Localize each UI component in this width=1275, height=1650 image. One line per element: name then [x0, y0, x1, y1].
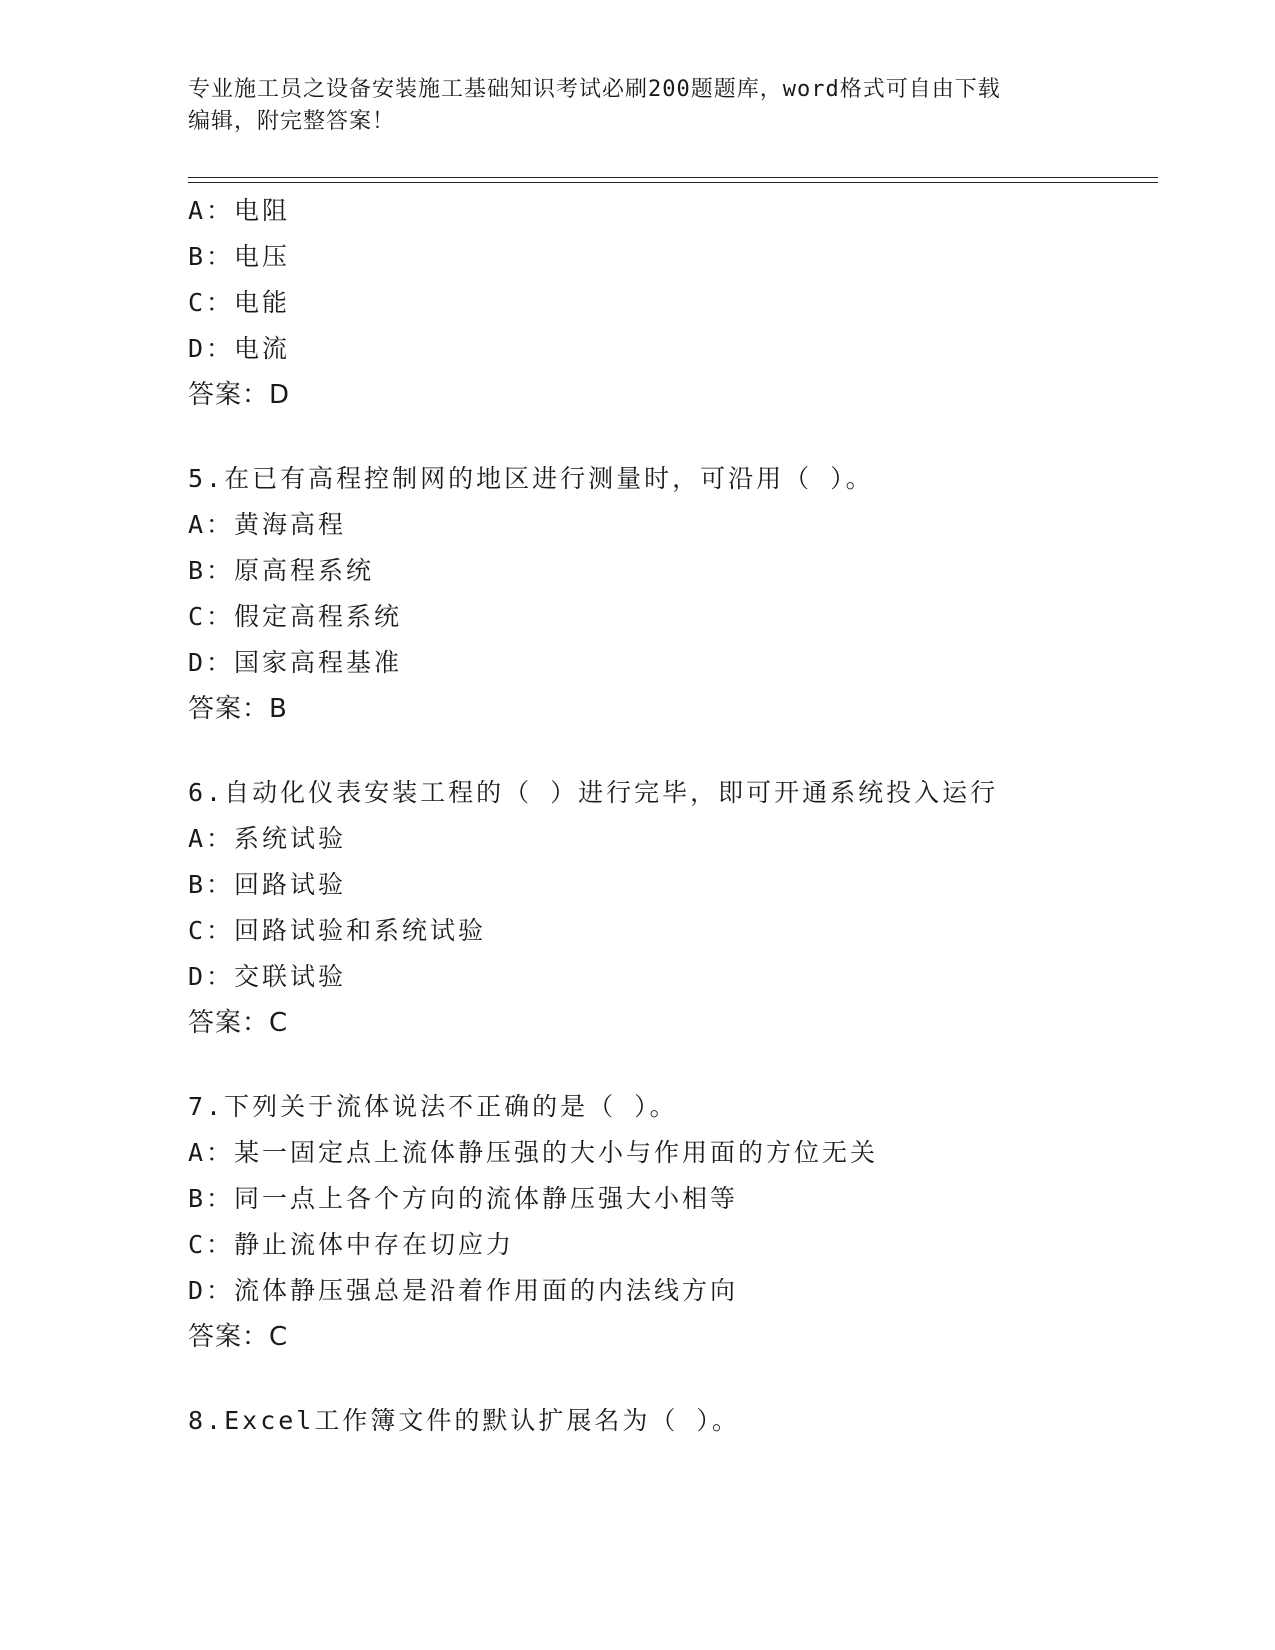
option-a: A：电阻 — [188, 196, 291, 225]
option-b: B：原高程系统 — [188, 556, 375, 585]
question-text: 5.在已有高程控制网的地区进行测量时，可沿用（ ）。 — [188, 464, 874, 493]
option-d: D：交联试验 — [188, 962, 347, 991]
question-block-7 — [188, 1084, 1158, 1360]
header-title-line-1: 专业施工员之设备安装施工基础知识考试必刷200题题库，word格式可自由下载 — [188, 77, 1001, 102]
question-block-5 — [188, 456, 1158, 732]
answer-line: 答案：C — [188, 1008, 289, 1038]
answer-line: 答案：D — [188, 380, 291, 410]
option-d: D：流体静压强总是沿着作用面的内法线方向 — [188, 1276, 739, 1305]
spacer — [188, 732, 1158, 770]
option-d: D：电流 — [188, 334, 291, 363]
option-a: A：某一固定点上流体静压强的大小与作用面的方位无关 — [188, 1138, 879, 1167]
question-text: 6.自动化仪表安装工程的（ ）进行完毕，即可开通系统投入运行 — [188, 778, 999, 807]
question-block-6 — [188, 770, 1158, 1046]
option-c: C：电能 — [188, 288, 291, 317]
spacer — [188, 418, 1158, 456]
question-block-8 — [188, 1398, 1158, 1444]
option-a: A：系统试验 — [188, 824, 347, 853]
option-b: B：电压 — [188, 242, 291, 271]
option-d: D：国家高程基准 — [188, 648, 403, 677]
option-b: B：回路试验 — [188, 870, 347, 899]
answer-line: 答案：B — [188, 694, 288, 724]
question-list — [188, 188, 1158, 1444]
header-title-line-2: 编辑，附完整答案！ — [188, 109, 396, 134]
option-a: A：黄海高程 — [188, 510, 347, 539]
question-block-4 — [188, 188, 1158, 418]
question-text: 7.下列关于流体说法不正确的是（ ）。 — [188, 1092, 678, 1121]
option-c: C：假定高程系统 — [188, 602, 403, 631]
spacer — [188, 1360, 1158, 1398]
option-c: C：静止流体中存在切应力 — [188, 1230, 515, 1259]
header-divider — [188, 177, 1158, 183]
spacer — [188, 1046, 1158, 1084]
answer-line: 答案：C — [188, 1322, 289, 1352]
option-b: B：同一点上各个方向的流体静压强大小相等 — [188, 1184, 739, 1213]
option-c: C：回路试验和系统试验 — [188, 916, 487, 945]
document-header — [188, 74, 1088, 138]
question-text: 8.Excel工作簿文件的默认扩展名为（ ）。 — [188, 1406, 740, 1435]
